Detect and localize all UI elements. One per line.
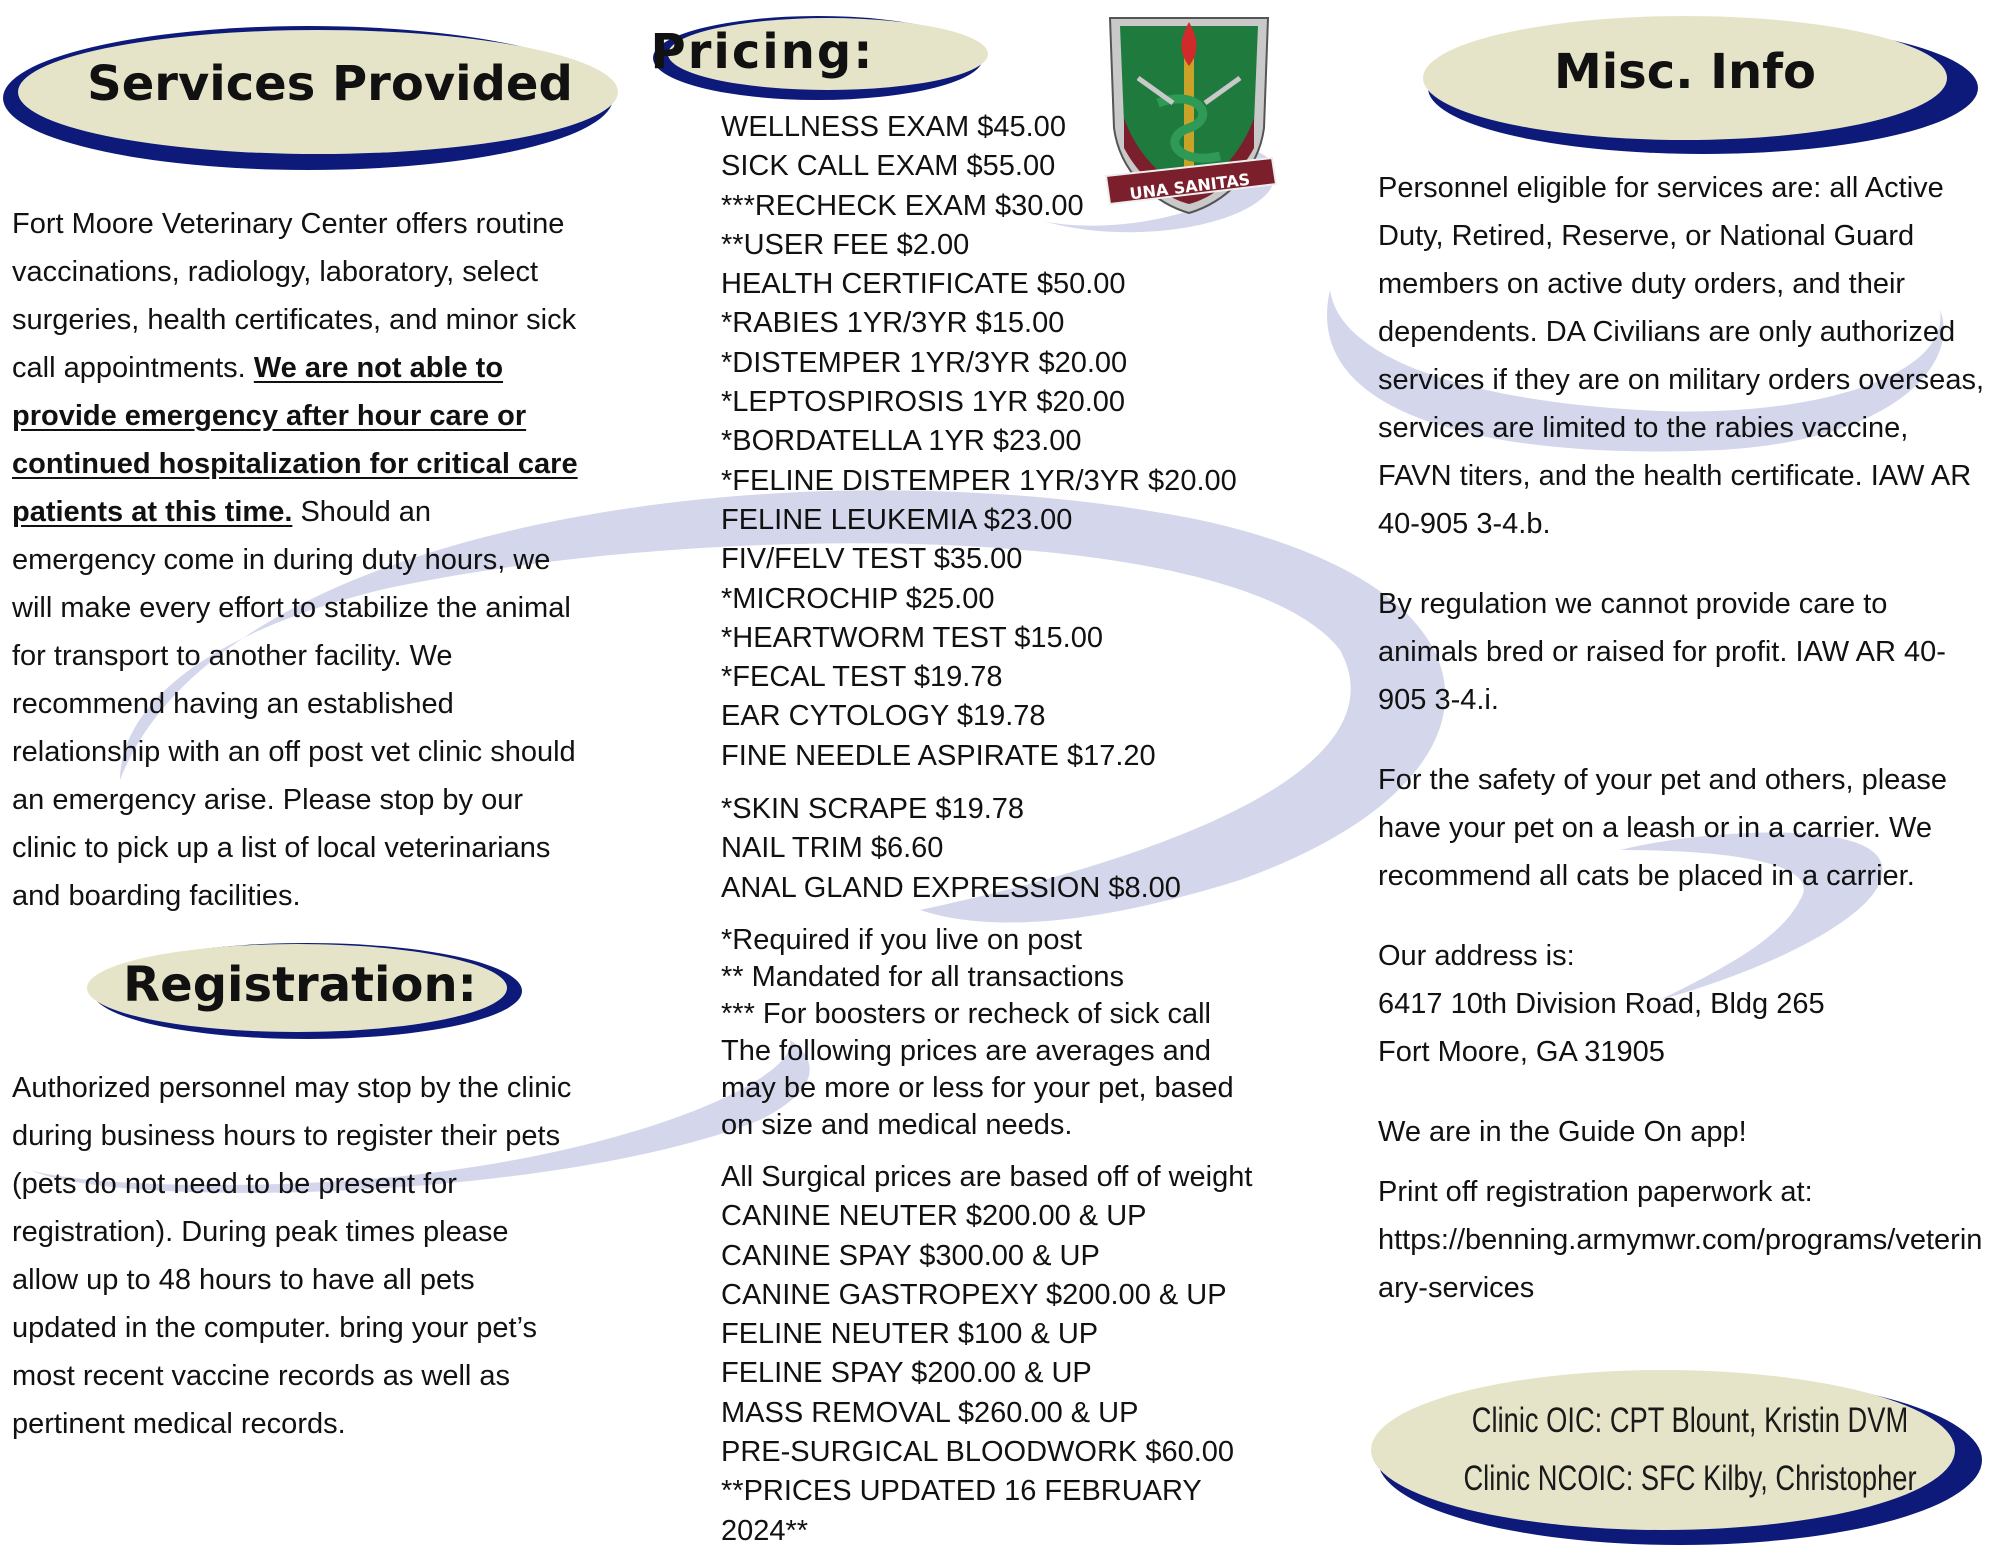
- pricing-notes: [721, 922, 1281, 1144]
- price-item: *DISTEMPER 1YR/3YR $20.00: [721, 346, 1128, 379]
- address-label: Our address is:: [1378, 940, 1575, 972]
- price-item: EAR CYTOLOGY $19.78: [721, 700, 1046, 733]
- services-header: [0, 20, 620, 170]
- surgical-price-item: FELINE NEUTER $100 & UP: [721, 1318, 1099, 1351]
- surgical-price-item: FELINE SPAY $200.00 & UP: [721, 1357, 1092, 1390]
- price-item: NAIL TRIM $6.60: [721, 832, 944, 865]
- safety-text: For the safety of your pet and others, please have your pet on a leash or in a carrier. We recommend all cats be placed in a carrier.: [1378, 764, 1948, 892]
- services-title: Services Provided: [87, 56, 573, 112]
- price-item: WELLNESS EXAM $45.00: [721, 111, 1066, 143]
- misc-header: [1405, 8, 1985, 158]
- address-line-2: Fort Moore, GA 31905: [1378, 1036, 1665, 1068]
- price-item: HEALTH CERTIFICATE $50.00: [721, 268, 1126, 301]
- eligibility-text: Personnel eligible for services are: all Active Duty, Retired, Reserve, or National Guard members on active duty orders, and their dependents. DA Civilians are only authorized services if they are on military orders overseas, services are limited to the rabies vaccine, FAVN titers, and the health certificate. IAW AR 40-905 3-4.b.: [1378, 172, 1984, 540]
- print-label: Print off registration paperwork at:: [1378, 1176, 1813, 1208]
- registration-section: [12, 1064, 582, 1448]
- price-item: FIV/FELV TEST $35.00: [721, 543, 1023, 576]
- spacer: [721, 908, 1281, 922]
- surgical-header: All Surgical prices are based off of weight: [721, 1160, 1253, 1193]
- price-item: *HEARTWORM TEST $15.00: [721, 621, 1103, 654]
- price-item: SICK CALL EXAM $55.00: [721, 150, 1056, 183]
- pricing-list-primary: [721, 108, 1281, 776]
- app-text: We are in the Guide On app!: [1378, 1116, 1747, 1148]
- pricing-note: on size and medical needs.: [721, 1108, 1073, 1141]
- insignia-motto: UNA SANITAS: [1128, 169, 1252, 204]
- price-item: FELINE LEUKEMIA $23.00: [721, 503, 1073, 536]
- surgical-price-item: PRE-SURGICAL BLOODWORK $60.00: [721, 1436, 1235, 1469]
- misc-title: Misc. Info: [1553, 44, 1817, 100]
- spacer: [721, 1144, 1281, 1158]
- price-item: ***RECHECK EXAM $30.00: [721, 189, 1084, 222]
- surgical-price-item: CANINE GASTROPEXY $200.00 & UP: [721, 1278, 1227, 1311]
- pricing-list-secondary: [721, 790, 1281, 908]
- pricing-title: Pricing:: [650, 24, 875, 80]
- price-item: FINE NEEDLE ASPIRATE $17.20: [721, 739, 1156, 772]
- services-intro: Fort Moore Veterinary Center offers routine vaccinations, radiology, laboratory, select surgeries, health certificates, and minor sick call appointments.: [12, 208, 577, 384]
- address-line-1: 6417 10th Division Road, Bldg 265: [1378, 988, 1825, 1020]
- registration-description: Authorized personnel may stop by the clinic during business hours to register their pets (pets do not need to be present for registration). During peak times please allow up to 48 hours to have all pets updated in the computer. bring your pet’s most recent vaccine records as well as pertinent medical records.: [12, 1072, 572, 1440]
- registration-url[interactable]: https://benning.armymwr.com/programs/veterinary-services: [1378, 1224, 1983, 1304]
- price-item: *BORDATELLA 1YR $23.00: [721, 425, 1082, 458]
- price-item: *SKIN SCRAPE $19.78: [721, 793, 1025, 826]
- services-rest: Should an emergency come in during duty hours, we will make every effort to stabilize the animal for transport to another facility. We recommend having an established relationship with an off post vet clinic should an emergency arise. Please stop by our clinic to pick up a list of local veterinarians and boarding facilities.: [12, 496, 576, 912]
- clinic-staff-text: [1456, 1392, 1924, 1508]
- clinic-oic: Clinic OIC: CPT Blount, Kristin DVM: [1471, 1401, 1909, 1440]
- services-section: [12, 200, 582, 920]
- surgical-price-item: MASS REMOVAL $260.00 & UP: [721, 1396, 1139, 1429]
- price-item: *LEPTOSPIROSIS 1YR $20.00: [721, 386, 1126, 419]
- registration-title: Registration:: [123, 957, 477, 1013]
- price-item: *MICROCHIP $25.00: [721, 582, 995, 615]
- surgical-price-item: CANINE SPAY $300.00 & UP: [721, 1239, 1100, 1272]
- pricing-note: ** Mandated for all transactions: [721, 960, 1124, 993]
- price-item: *FELINE DISTEMPER 1YR/3YR $20.00: [721, 464, 1237, 497]
- price-item: *FECAL TEST $19.78: [721, 661, 1003, 694]
- surgical-price-item: **PRICES UPDATED 16 FEBRUARY: [721, 1475, 1202, 1508]
- pricing-note: *** For boosters or recheck of sick call: [721, 997, 1211, 1030]
- pricing-note: may be more or less for your pet, based: [721, 1071, 1234, 1104]
- spacer: [721, 776, 1281, 790]
- clinic-ncoic: Clinic NCOIC: SFC Kilby, Christopher: [1463, 1459, 1917, 1498]
- pricing-section: [721, 108, 1281, 1551]
- misc-section: [1378, 164, 1988, 1312]
- regulation-text: By regulation we cannot provide care to animals bred or raised for profit. IAW AR 40-905 3-4.i.: [1378, 588, 1946, 716]
- services-emphasis: We are not able to provide emergency after hour care or continued hospitalization for critical care patients at this time.: [12, 352, 578, 528]
- price-item: **USER FEE $2.00: [721, 228, 970, 261]
- registration-header: [75, 935, 525, 1045]
- surgical-price-item: CANINE NEUTER $200.00 & UP: [721, 1200, 1147, 1233]
- price-item: ANAL GLAND EXPRESSION $8.00: [721, 871, 1181, 904]
- price-item: *RABIES 1YR/3YR $15.00: [721, 307, 1065, 340]
- pricing-note: The following prices are averages and: [721, 1034, 1212, 1067]
- services-description: [12, 200, 582, 920]
- pricing-note: *Required if you live on post: [721, 923, 1083, 956]
- surgical-price-list: [721, 1197, 1281, 1551]
- surgical-price-item: 2024**: [721, 1514, 809, 1547]
- pricing-header: [650, 10, 995, 105]
